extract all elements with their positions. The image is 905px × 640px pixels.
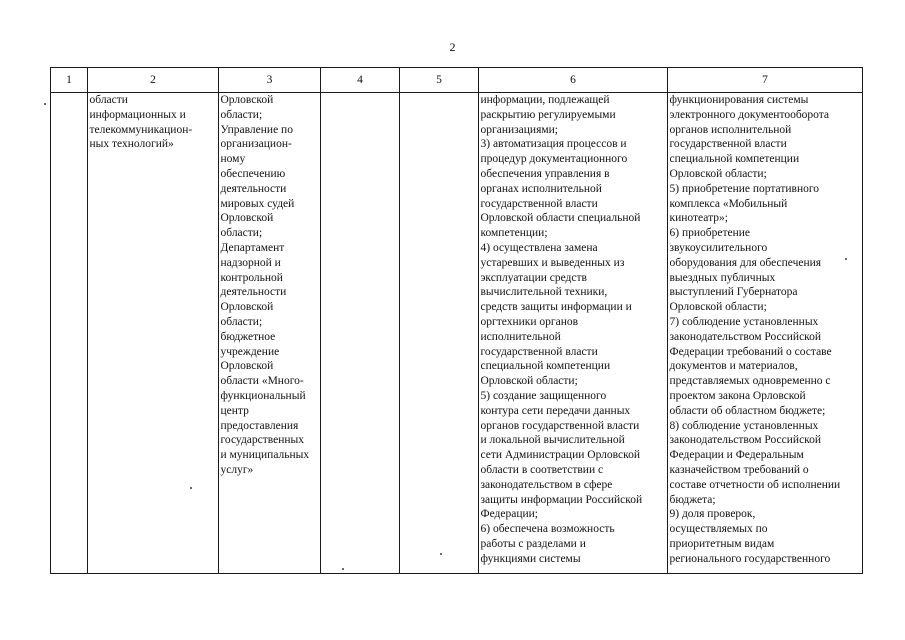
cell-col-6: [479, 93, 668, 574]
cell-col-4: [321, 93, 400, 574]
document-table: [50, 67, 863, 574]
cell-text-col-6: информации, подлежащей раскрытию регулируемыми организациями; 3) автоматизация процессов и процедур документационного обеспечения управления в органах исполнительной государственной власти Орловской области специальной компетенции; 4) осуществлена замена устаревших и выведенных из эксплуатации средств вычислительной техники, средств защиты информации и оргтехники органов исполнительной государственной власти специальной компетенции Орловской области; 5) создание защищенного контура сети передачи данных органов государственной власти и локальной вычислительной сети Администрации Орловской области в соответствии с законодательством в сфере защиты информации Российской Федерации; 6) обеспечена возможность работы с разделами и функциями системы: [480, 94, 643, 565]
column-header-1: 1: [51, 68, 88, 93]
table-header-row: [51, 68, 863, 93]
scan-speck: [44, 103, 46, 105]
cell-text-col-1: [51, 93, 87, 573]
column-header-2: 2: [88, 68, 219, 93]
cell-text-col-2: области информационных и телекоммуникацион- ных технологий»: [89, 94, 193, 151]
cell-col-2: [88, 93, 219, 574]
cell-text-col-5: [400, 93, 478, 573]
table-row: [51, 93, 863, 574]
column-header-6: 6: [479, 68, 668, 93]
scan-speck: [342, 568, 344, 570]
scan-speck: [190, 487, 192, 489]
cell-col-3: [219, 93, 321, 574]
cell-col-1: [51, 93, 88, 574]
column-header-7: 7: [668, 68, 863, 93]
scan-speck: [440, 553, 442, 555]
column-header-5: 5: [400, 68, 479, 93]
cell-text-col-3: Орловской области; Управление по организацион- ному обеспечению деятельности мировых судей Орловской области; Департамент надзорной и контрольной деятельности Орловской области; бюджетное учреждение Орловской области «Много- функциональный центр предоставления государственных и муниципальных услуг»: [220, 94, 310, 476]
cell-text-col-7: функционирования системы электронного документооборота органов исполнительной государственной власти специальной компетенции Орловской области; 5) приобретение портативного комплекса «Мобильный кинотеатр»; 6) приобретение звукоусилительного оборудования для обеспечения выездных публичных выступлений Губернатора Орловской области; 7) соблюдение установленных законодательством Российской Федерации требований о составе документов и материалов, представляемых одновременно с проектом закона Орловской области об областном бюджете; 8) соблюдение установленных законодательством Российской Федерации и Федеральным казначейством требований о составе отчетности об исполнении бюджета; 9) доля проверок, осуществляемых по приоритетным видам регионального государственного: [669, 94, 841, 565]
cell-text-col-4: [321, 93, 399, 573]
scan-speck: [845, 258, 847, 260]
column-header-3: 3: [219, 68, 321, 93]
cell-col-7: [668, 93, 863, 574]
page-number: 2: [449, 40, 456, 54]
column-header-4: 4: [321, 68, 400, 93]
cell-col-5: [400, 93, 479, 574]
